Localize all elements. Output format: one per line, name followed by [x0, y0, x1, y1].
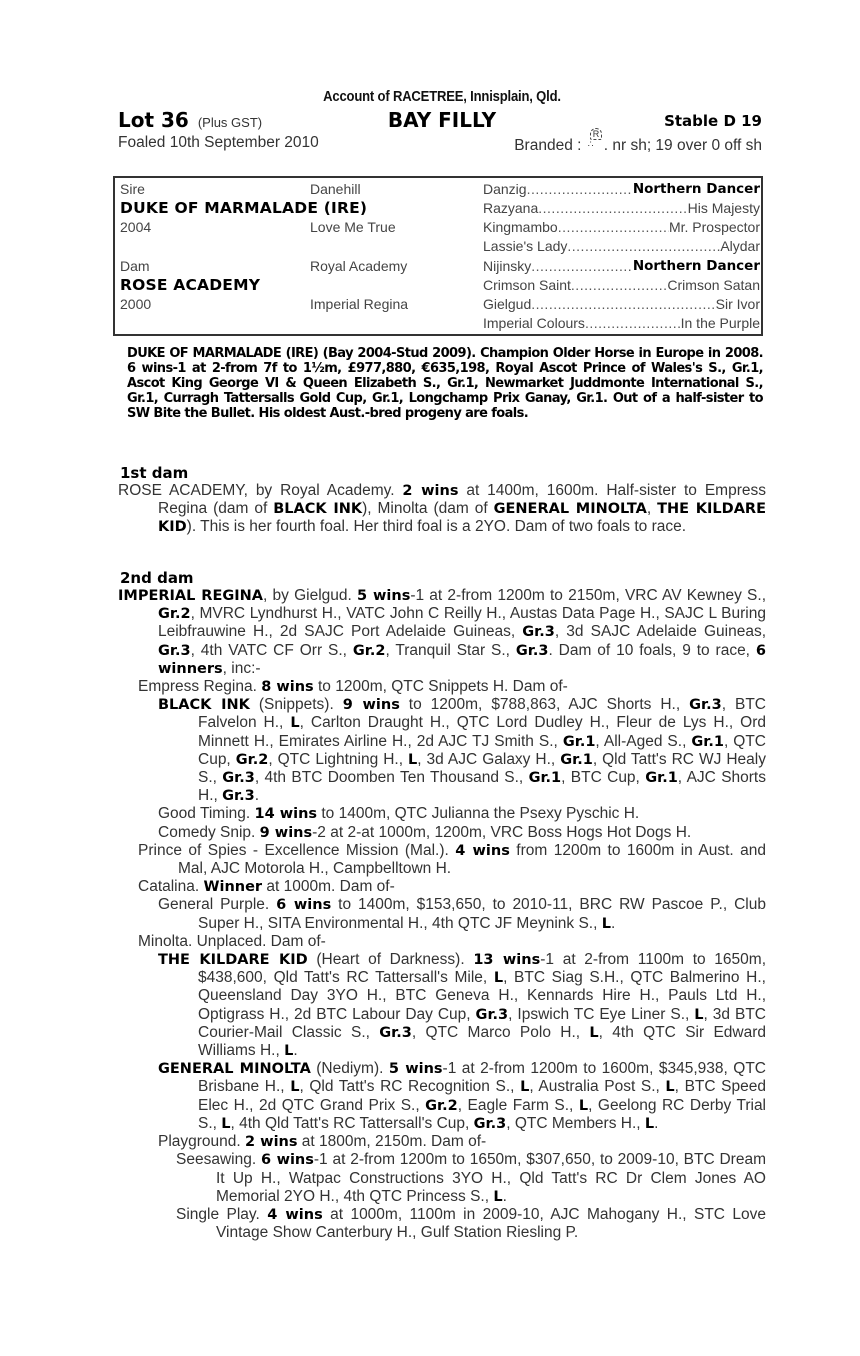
bold-text: Gr.1 — [562, 733, 596, 750]
ancestor-name: Imperial Colours — [483, 315, 585, 331]
first-dam-text — [118, 482, 766, 537]
text-run: . — [502, 1187, 507, 1205]
ancestor-row — [483, 257, 760, 276]
bold-text: Gr.3 — [522, 624, 555, 641]
bold-text: Gr.3 — [222, 788, 255, 805]
text-run: Comedy Snip. — [158, 823, 260, 841]
bold-text: Gr.3 — [379, 1024, 412, 1041]
descendant-entry — [118, 824, 766, 842]
text-run: , Tranquil Star S., — [385, 641, 516, 659]
text-run: to 1400m, $153,650, to 2010-11, BRC RW Pascoe P., Club Super H., SITA Environmental H., 4th QTC JF Meynink S., — [198, 896, 766, 932]
ancestor-row — [483, 314, 760, 333]
bold-text: L — [290, 1079, 300, 1096]
ancestor-name: Gielgud — [483, 296, 532, 312]
sire-year: 2004 — [120, 219, 152, 235]
ancestor-row — [483, 199, 760, 218]
bold-text: L — [493, 970, 504, 987]
dam-sire: Royal Academy — [310, 258, 408, 274]
brand-letter: R — [590, 128, 603, 140]
bold-text: L — [408, 751, 418, 768]
bold-text: 14 wins — [254, 806, 318, 823]
bold-text: 8 wins — [261, 679, 314, 696]
bold-text: L — [665, 1079, 675, 1096]
pedigree-table — [113, 176, 763, 336]
descendant-entry — [118, 696, 766, 805]
branded-prefix: Branded : — [514, 137, 582, 154]
bold-text: 2 wins — [402, 483, 459, 499]
bold-text: Gr.2 — [158, 606, 191, 623]
text-run: , QTC Marco Polo H., — [411, 1023, 590, 1041]
bold-text: 6 wins — [276, 897, 332, 914]
leader-dots — [538, 199, 687, 218]
ancestor-sire: Sir Ivor — [715, 296, 760, 312]
branded-suffix: . nr sh; 19 over 0 off sh — [603, 137, 762, 154]
descendant-entry — [118, 678, 766, 696]
ancestor-name: Kingmambo — [483, 219, 558, 235]
ancestor-name: Lassie's Lady — [483, 238, 568, 254]
text-run: , 4th QTC Sir Edward Williams H., — [198, 1023, 767, 1060]
text-run: , Qld Tatt's RC WJ Healy S., — [198, 750, 766, 787]
text-run: , QTC Lightning H., — [268, 750, 409, 768]
ancestor-sire: Crimson Satan — [667, 277, 760, 293]
lot-subheader — [118, 129, 766, 156]
bold-text: L — [601, 915, 611, 932]
bold-text: Gr.1 — [560, 751, 593, 768]
leader-dots — [585, 314, 681, 333]
ancestor-row — [483, 180, 760, 199]
text-run: -1 at 2-from 1100m to 1650m, $438,600, Qld Tatt's RC Tattersall's Mile, — [198, 951, 766, 987]
descendant-entry — [118, 587, 766, 678]
text-run: -1 at 2-from 1200m to 1600m, $345,938, QTC Brisbane H., — [198, 1060, 766, 1096]
ancestor-sire: Mr. Prospector — [668, 219, 760, 235]
leader-dots — [531, 295, 715, 314]
sire-label: Sire — [120, 181, 145, 197]
text-run: , inc:- — [222, 659, 261, 677]
text-run: Single Play. — [176, 1205, 268, 1223]
bold-text: THE KILDARE KID — [158, 501, 766, 536]
text-run: , 4th VATC CF Orr S., — [190, 641, 353, 659]
text-run: , 3d AJC Galaxy H., — [417, 750, 561, 768]
text-run: Minolta. Unplaced. Dam of- — [138, 932, 326, 950]
bold-text: Gr.3 — [473, 1115, 507, 1132]
bold-text: Gr.3 — [158, 642, 191, 659]
leader-dots — [558, 218, 669, 237]
text-run: , All-Aged S., — [595, 732, 692, 750]
text-run: , QTC Cup, — [198, 732, 766, 768]
text-run: . — [254, 787, 260, 805]
descendant-entry — [118, 878, 766, 896]
lot-header — [118, 108, 766, 132]
second-dam-heading: 2nd dam — [120, 569, 194, 587]
text-run: . — [654, 1114, 659, 1132]
text-run: at 1000m, 1100m in 2009-10, AJC Mahogany H., STC Love Vintage Show Canterbury H., Gulf Station Riesling P. — [216, 1205, 766, 1242]
bold-text: 4 wins — [455, 842, 510, 859]
text-run: Catalina. — [138, 878, 204, 896]
lot-title: BAY FILLY — [387, 108, 497, 132]
text-run: at 1800m, 2150m. Dam of- — [297, 1133, 487, 1151]
text-run: , BTC Siag S.H., QTC Balmerino H., Queensland Day 3YO H., BTC Geneva H., Kennards Hire H., Pauls Ltd H., Optigrass H., 2d BTC Labour Day Cup, — [198, 969, 766, 1023]
text-run: , QTC Members H., — [506, 1114, 645, 1132]
bold-text: BLACK INK — [273, 501, 363, 518]
ancestor-name: Razyana — [483, 200, 539, 216]
ancestor-sire: Northern Dancer — [632, 258, 760, 274]
text-run: ROSE ACADEMY, by Royal Academy. — [118, 482, 403, 499]
second-dam-section — [118, 569, 766, 1242]
text-run: Seesawing. — [176, 1151, 261, 1169]
bold-text: BLACK INK — [158, 697, 250, 714]
text-run: . Dam of 10 foals, 9 to race, — [548, 641, 756, 659]
text-run: (Heart of Darkness). — [307, 951, 474, 969]
ancestor-sire: In the Purple — [680, 315, 760, 331]
bold-text: Gr.3 — [222, 770, 255, 787]
stable-number: Stable D 19 — [664, 112, 762, 130]
text-run: , 3d BTC Courier-Mail Classic S., — [198, 1005, 766, 1041]
lot-gst-note: (Plus GST) — [197, 115, 263, 130]
sire-dam: Love Me True — [310, 219, 396, 235]
vendor-account: Account of RACETREE, Innisplain, Qld. — [323, 89, 561, 105]
bold-text: Gr.3 — [515, 642, 549, 659]
text-run: . — [610, 914, 616, 932]
text-run: Good Timing. — [158, 805, 255, 823]
bold-text: THE KILDARE KID — [158, 952, 308, 969]
ancestor-name: Danzig — [483, 181, 527, 197]
text-run: , Eagle Farm S., — [457, 1096, 579, 1114]
text-run: -2 at 2-at 1000m, 1200m, VRC Boss Hogs Hot Dogs H. — [312, 823, 692, 841]
bold-text: L — [578, 1097, 589, 1114]
ancestor-sire: His Majesty — [687, 200, 760, 216]
text-run: , AJC Shorts H., — [198, 769, 766, 805]
leader-dots — [531, 257, 633, 276]
text-run: at 1400m, 1600m. Half-sister to Empress Regina (dam of — [158, 482, 766, 518]
bold-text: L — [493, 1188, 503, 1205]
descendant-entry — [118, 805, 766, 823]
text-run: , BTC Speed Elec H., 2d QTC Grand Prix S., — [198, 1078, 766, 1114]
ancestor-sire: Alydar — [720, 238, 760, 254]
text-run: (Snippets). — [249, 696, 343, 714]
dam-year: 2000 — [120, 296, 152, 312]
sire-sire: Danehill — [310, 181, 361, 197]
bold-text: Gr.2 — [235, 751, 269, 768]
leader-dots — [571, 276, 667, 295]
dam-label: Dam — [120, 258, 150, 274]
bold-text: L — [284, 1043, 294, 1060]
text-run: -1 at 2-from 1200m to 1650m, $307,650, to 2009-10, BTC Dream It Up H., Watpac Constructions 3YO H., Qld Tatt's RC Dr Clem Jones AO Memorial 2YO H., 4th QTC Princess S., — [216, 1151, 766, 1205]
bold-text: Gr.2 — [425, 1097, 458, 1114]
text-run: Prince of Spies - Excellence Mission (Mal.). — [138, 841, 456, 859]
leader-dots — [567, 237, 720, 256]
descendant-entry — [118, 1060, 766, 1133]
bold-text: L — [221, 1115, 231, 1132]
text-run: Playground. — [158, 1133, 246, 1151]
text-run: Empress Regina. — [138, 678, 262, 696]
text-run: , Geelong RC Derby Trial S., — [198, 1096, 767, 1132]
ancestor-row — [483, 295, 760, 314]
text-run: General Purple. — [158, 896, 277, 914]
bold-text: 9 wins — [259, 824, 313, 841]
text-run: -1 at 2-from 1200m to 2150m, VRC AV Kewney S., — [410, 587, 766, 604]
bold-text: L — [290, 715, 300, 732]
descendant-entry — [118, 1133, 766, 1151]
brand-mark-base: ∴ — [587, 139, 594, 149]
ancestor-name: Nijinsky — [483, 258, 532, 274]
descendant-entry — [118, 1206, 766, 1242]
ancestor-name: Crimson Saint — [483, 277, 571, 293]
text-run: , 4th Qld Tatt's RC Tattersall's Cup, — [230, 1114, 474, 1132]
bold-text: 4 wins — [267, 1206, 323, 1223]
text-run: , BTC Falvelon H., — [198, 696, 766, 732]
text-run: to 1400m, QTC Julianna the Psexy Pyschic H. — [317, 805, 640, 823]
text-run: at 1000m. Dam of- — [262, 878, 395, 896]
foaled-date: Foaled 10th September 2010 — [118, 134, 319, 151]
bold-text: Gr.3 — [689, 697, 722, 714]
bold-text: 2 wins — [245, 1134, 298, 1151]
bold-text: 5 wins — [388, 1061, 443, 1078]
bold-text: L — [589, 1024, 599, 1041]
bold-text: Gr.1 — [528, 770, 562, 787]
text-run: , Australia Post S., — [529, 1078, 666, 1096]
text-run: to 1200m, $788,863, AJC Shorts H., — [399, 696, 690, 714]
ancestor-row — [483, 237, 760, 256]
lot-label: Lot 36 — [118, 108, 189, 132]
descendant-entry — [118, 933, 766, 951]
bold-text: 13 wins — [473, 952, 541, 969]
bold-text: Winner — [203, 879, 263, 896]
text-run: , BTC Cup, — [561, 769, 646, 787]
ancestor-row — [483, 218, 760, 237]
bold-text: GENERAL MINOLTA — [493, 501, 647, 518]
descendant-entry — [118, 896, 766, 932]
catalogue-page — [118, 88, 767, 1242]
text-run: , 3d SAJC Adelaide Guineas, — [554, 623, 766, 641]
bold-text: Gr.1 — [645, 770, 678, 787]
text-run: ), Minolta (dam of — [362, 500, 494, 518]
ancestor-sire: Northern Dancer — [632, 181, 760, 197]
bold-text: 9 wins — [342, 697, 400, 714]
bold-text: 5 wins — [357, 588, 411, 604]
bold-text: GENERAL MINOLTA — [158, 1061, 311, 1078]
text-run: , MVRC Lyndhurst H., VATC John C Reilly H., Austas Data Page H., SAJC L Buring Leibfrauwine H., 2d SAJC Port Adelaide Guineas, — [158, 605, 766, 641]
first-dam-heading: 1st dam — [120, 464, 189, 482]
second-dam-entries — [118, 587, 766, 1242]
bold-text: Gr.2 — [352, 642, 386, 659]
bold-text: 6 wins — [260, 1152, 314, 1169]
text-run: , Ipswich TC Eye Liner S., — [508, 1005, 695, 1023]
bold-text: 6 winners — [158, 642, 766, 677]
brand-mark-icon — [586, 129, 604, 152]
bold-text: Gr.3 — [475, 1006, 509, 1023]
sire-description: DUKE OF MARMALADE (IRE) (Bay 2004-Stud 2009). Champion Older Horse in Europe in 2008. 6 wins-1 at 2-from 7f to 1½m, £977,880, €635,198, Royal Ascot Prince of Wales's S., Gr.1, Ascot King George VI & Queen Elizabeth S., Gr.1, Newmarket Juddmonte International S., Gr.1, Curragh Tattersalls Gold Cup, Gr.1, Longchamp Prix Ganay, Gr.1. Out of a half-sister to SW Bite the Bullet. His oldest Aust.-bred progeny are foals. — [127, 346, 763, 421]
text-run: ). This is her fourth foal. Her third foal is a 2YO. Dam of two foals to race. — [186, 518, 687, 536]
first-dam-section — [118, 464, 766, 537]
descendant-entry — [118, 951, 766, 1060]
text-run: , Carlton Draught H., QTC Lord Dudley H., Fleur de Lys H., Ord Minnett H., Emirates Airline H., 2d AJC TJ Smith S., — [198, 714, 766, 750]
text-run: , Qld Tatt's RC Recognition S., — [299, 1078, 521, 1096]
branded-info — [514, 129, 762, 155]
dam-name: ROSE ACADEMY — [120, 276, 261, 294]
leader-dots — [527, 180, 633, 199]
text-run: , by Gielgud. — [263, 587, 357, 604]
ancestor-row — [483, 276, 760, 295]
text-run: (Nediym). — [310, 1060, 389, 1078]
bold-text: L — [644, 1115, 655, 1132]
text-run: from 1200m to 1600m in Aust. and Mal, AJC Motorola H., Campbelltown H. — [178, 841, 766, 878]
text-run: to 1200m, QTC Snippets H. Dam of- — [313, 678, 568, 696]
descendant-entry — [118, 842, 766, 878]
descendant-entry — [118, 1151, 766, 1206]
text-run: , 4th BTC Doomben Ten Thousand S., — [254, 769, 529, 787]
bold-text: Gr.1 — [691, 733, 724, 750]
bold-text: L — [694, 1006, 704, 1023]
text-run: , — [646, 500, 658, 518]
bold-text: L — [520, 1079, 530, 1096]
text-run: . — [293, 1042, 298, 1060]
bold-text: IMPERIAL REGINA — [118, 588, 264, 604]
sire-name: DUKE OF MARMALADE (IRE) — [120, 199, 368, 217]
dam-dam: Imperial Regina — [310, 296, 409, 312]
